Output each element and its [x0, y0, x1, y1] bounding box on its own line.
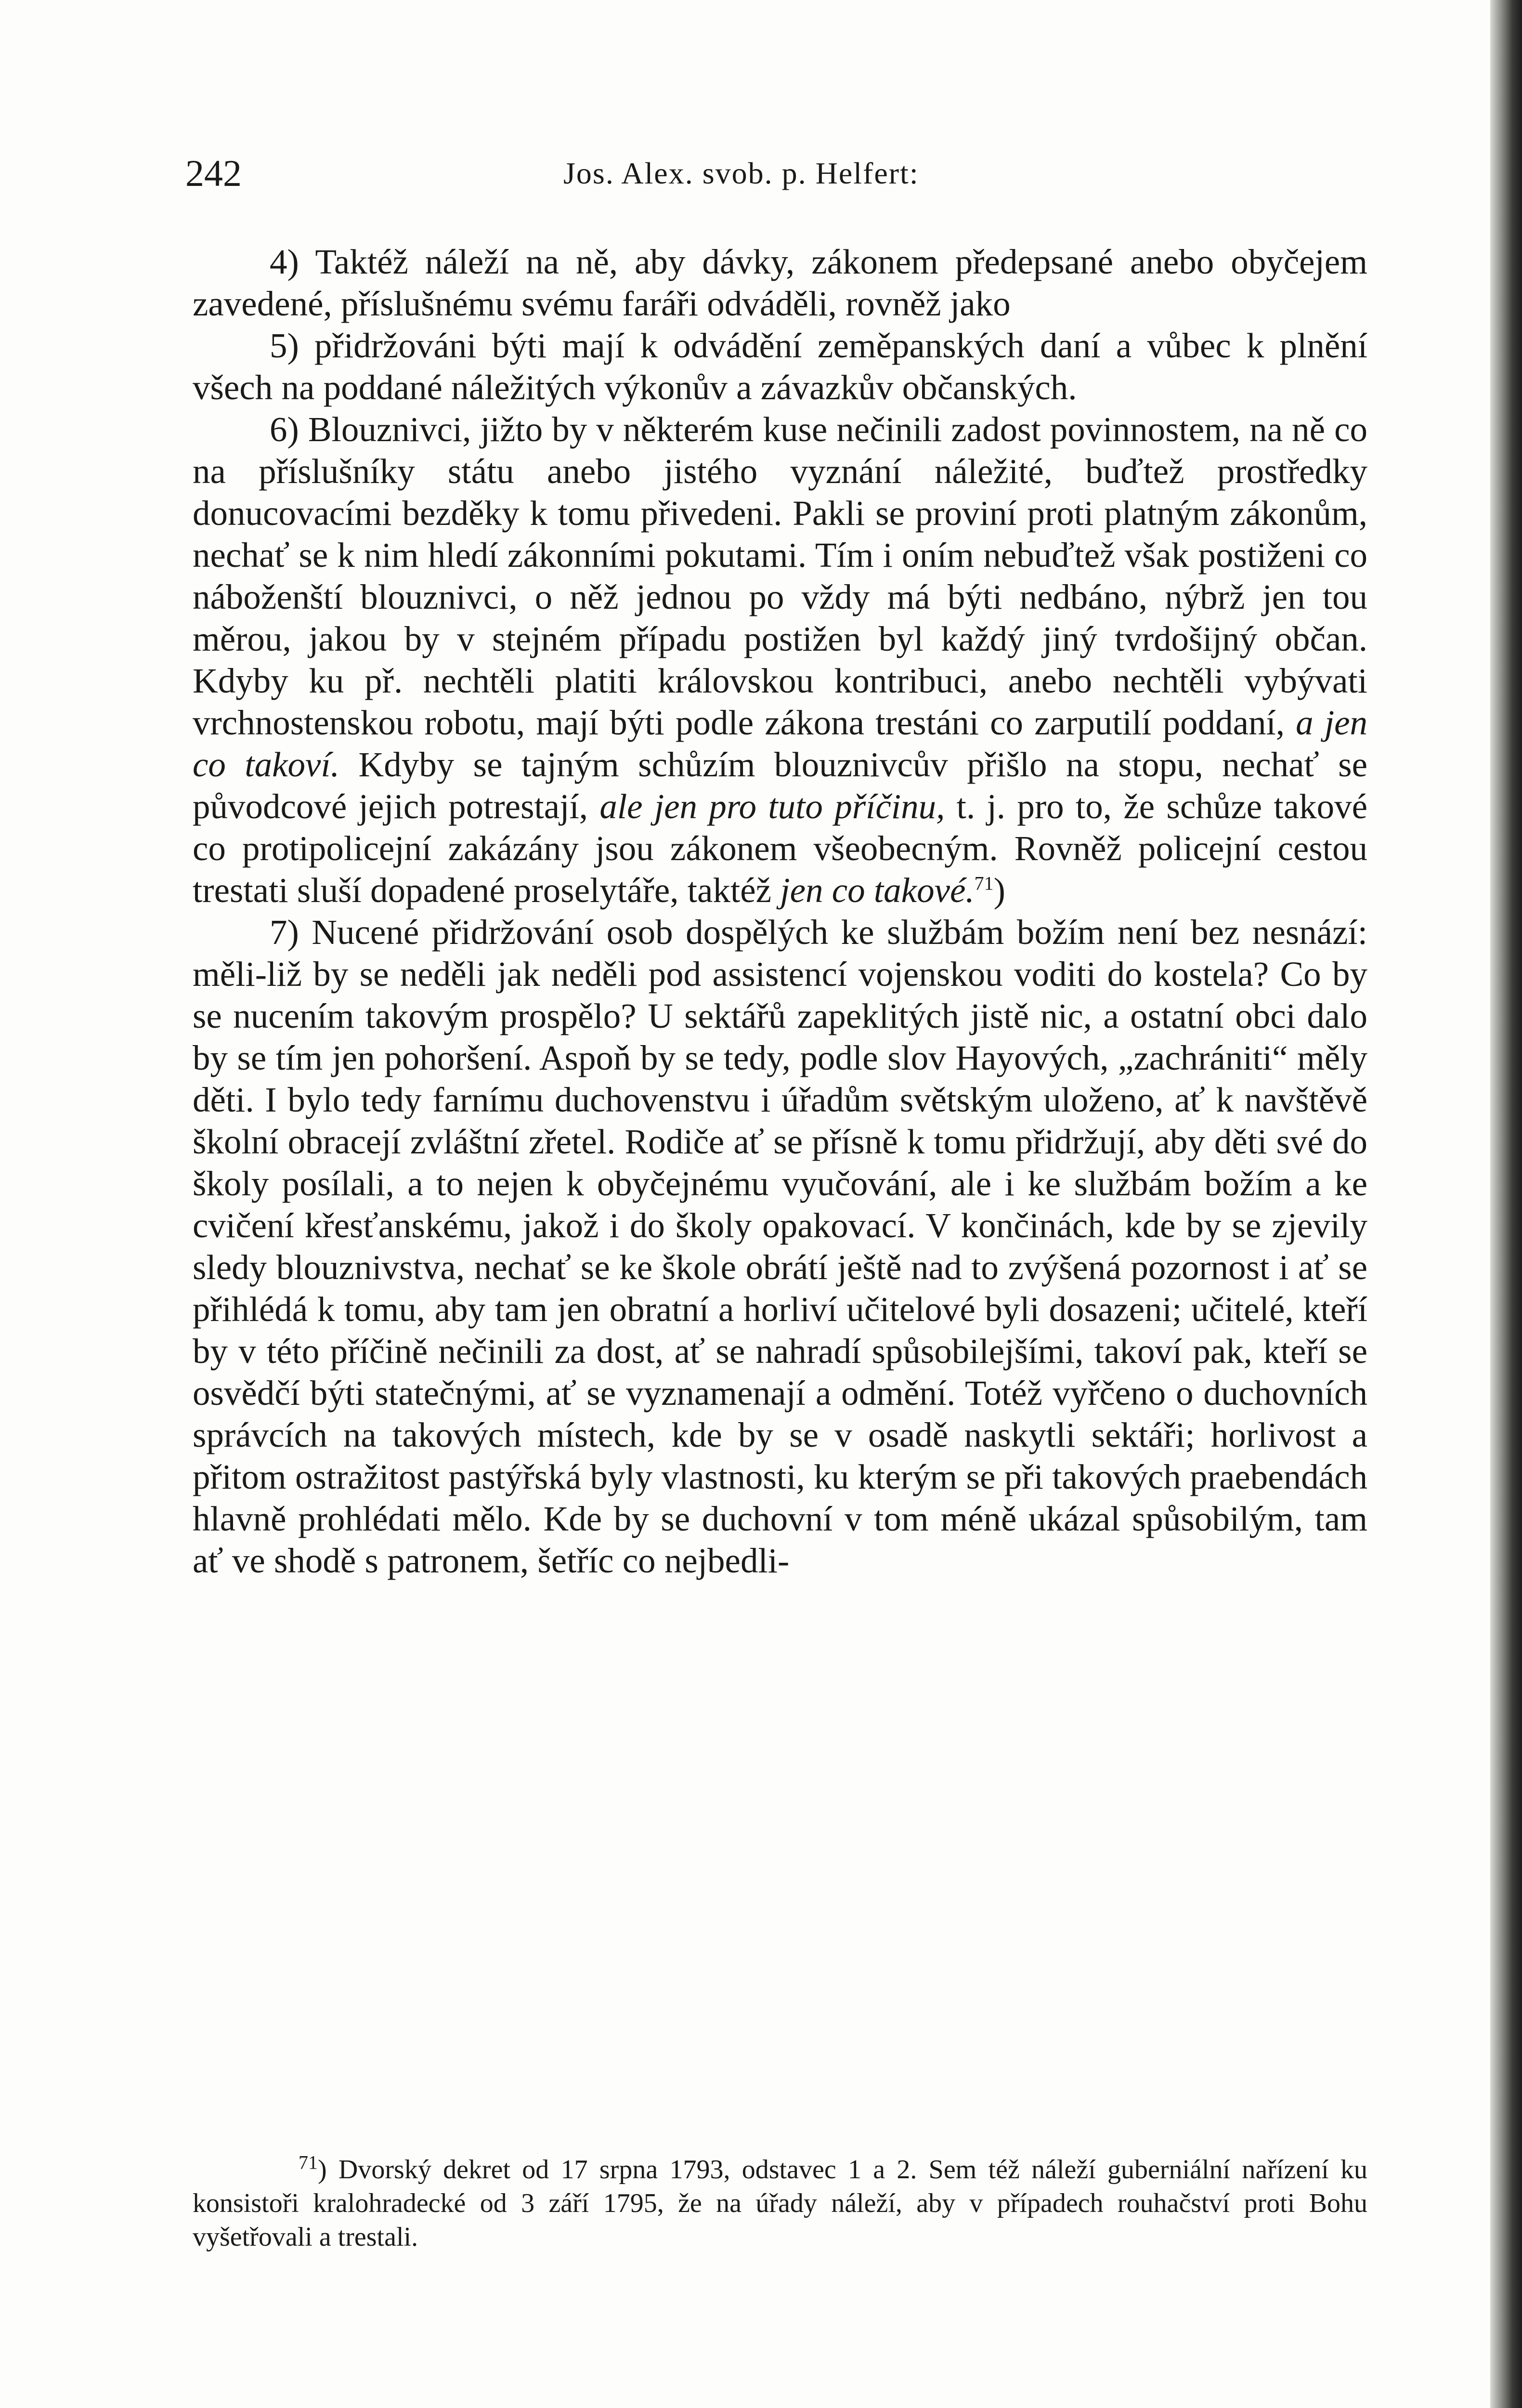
page-number: 242 [185, 152, 242, 194]
paragraph-5-text: 5) přidržováni býti mají k odvádění zeměpanských daní a vůbec k plnění všech na poddané náležitých výkonův a závazkův občanských. [193, 326, 1367, 407]
footnote-text: ) Dvorský dekret od 17 srpna 1793, odstavec 1 a 2. Sem též náleží guberniální nařízení ku konsistoři kralohradecké od 3 září 1795, že na úřady náleží, aby v případech rouhačství proti Bohu vyšetřovali a trestali. [193, 2155, 1367, 2252]
main-text [193, 241, 1367, 1582]
paragraph-6-text-3: t. j. pro to, že schůze takové co protipolicejní zakázány jsou zákonem všeobecným. Rovněž policejní cestou trestati sluší dopadené proselytáře, taktéž [193, 787, 1367, 910]
paragraph-5 [193, 325, 1367, 408]
paragraph-6-italic-1: a jen co takoví. [193, 703, 1368, 784]
footnote-mark: 71 [299, 2151, 318, 2173]
page-header [185, 144, 1360, 202]
paragraph-6-italic-2: ale jen pro tuto příčinu, [599, 787, 945, 826]
paragraph-6-text-1: 6) Blouznivci, jižto by v některém kuse nečinili zadost povinnostem, na ně co na příslušníky státu anebo jistého vyznání náležité, buďtež prostředky donucovacími bezděky k tomu přivedeni. Pakli se proviní proti platným zákonům, nechať se k nim hledí zákonními pokutami. Tím i oním nebuďtež však postiženi co náboženští blouznivci, o něž jednou po vždy má býti nedbáno, nýbrž jen tou měrou, jakou by v stejném případu postižen byl každý jiný tvrdošijný občan. Kdyby ku př. nechtěli platiti královskou kontribuci, anebo nechtěli vybývati vrchnostenskou robotu, mají býti podle zákona trestáni co zarputilí poddaní, [193, 410, 1367, 742]
paragraph-4 [193, 241, 1367, 325]
paragraph-6 [193, 408, 1367, 911]
paragraph-6-italic-3: jen co takové. [780, 871, 975, 910]
paragraph-6-text-4: ) [993, 871, 1005, 910]
footnote-reference[interactable]: 71 [974, 872, 994, 894]
footnote-71 [193, 2153, 1367, 2254]
running-head: Jos. Alex. svob. p. Helfert: [563, 156, 919, 190]
paragraph-7 [193, 911, 1367, 1582]
footnotes [193, 2153, 1367, 2254]
paragraph-7-text: 7) Nucené přidržování osob dospělých ke službám božím není bez nesnází: měli-liž by se neděli jak neděli pod assistencí vojenskou voditi do kostela? Co by se nucením takovým prospělo? U sektářů zapeklitých jistě nic, a ostatní obci dalo by se tím jen pohoršení. Aspoň by se tedy, podle slov Hayových, „zachrániti“ měly děti. I bylo tedy farnímu duchovenstvu i úřadům světským uloženo, ať k navštěvě školní obracejí zvláštní zřetel. Rodiče ať se přísně k tomu přidržují, aby děti své do školy posílali, a to nejen k obyčejnému vyučování, ale i ke službám božím a ke cvičení křesťanskému, jakož i do školy opakovací. V končinách, kde by se zjevily sledy blouznivstva, nechať se ke škole obrátí ještě nad to zvýšená pozornost i ať se přihlédá k tomu, aby tam jen obratní a horliví učitelové byli dosazeni; učitelé, kteří by v této příčině nečinili za dost, ať se nahradí spůsobilejšími, takoví pak, kteří se osvědčí býti statečnými, ať se vyznamenají a odmění. Totéž vyřčeno o duchovních správcích na takových místech, kde by se v osadě naskytli sektáři; horlivost a přitom ostražitost pastýřská byly vlastnosti, ku kterým se při takových praebendách hlavně prohlédati mělo. Kde by se duchovní v tom méně ukázal spůsobilým, tam ať ve shodě s patronem, šetříc co nejbedli- [193, 913, 1367, 1580]
paragraph-4-text: 4) Taktéž náleží na ně, aby dávky, zákonem předepsané anebo obyčejem zavedené, příslušnému svému faráři odváděli, rovněž jako [193, 242, 1367, 323]
paragraph-6-text-2: Kdyby se tajným schůzím blouznivcův přišlo na stopu, nechať se původcové jejich potrestají, [193, 745, 1367, 826]
scan-page-edge [1490, 0, 1522, 2408]
